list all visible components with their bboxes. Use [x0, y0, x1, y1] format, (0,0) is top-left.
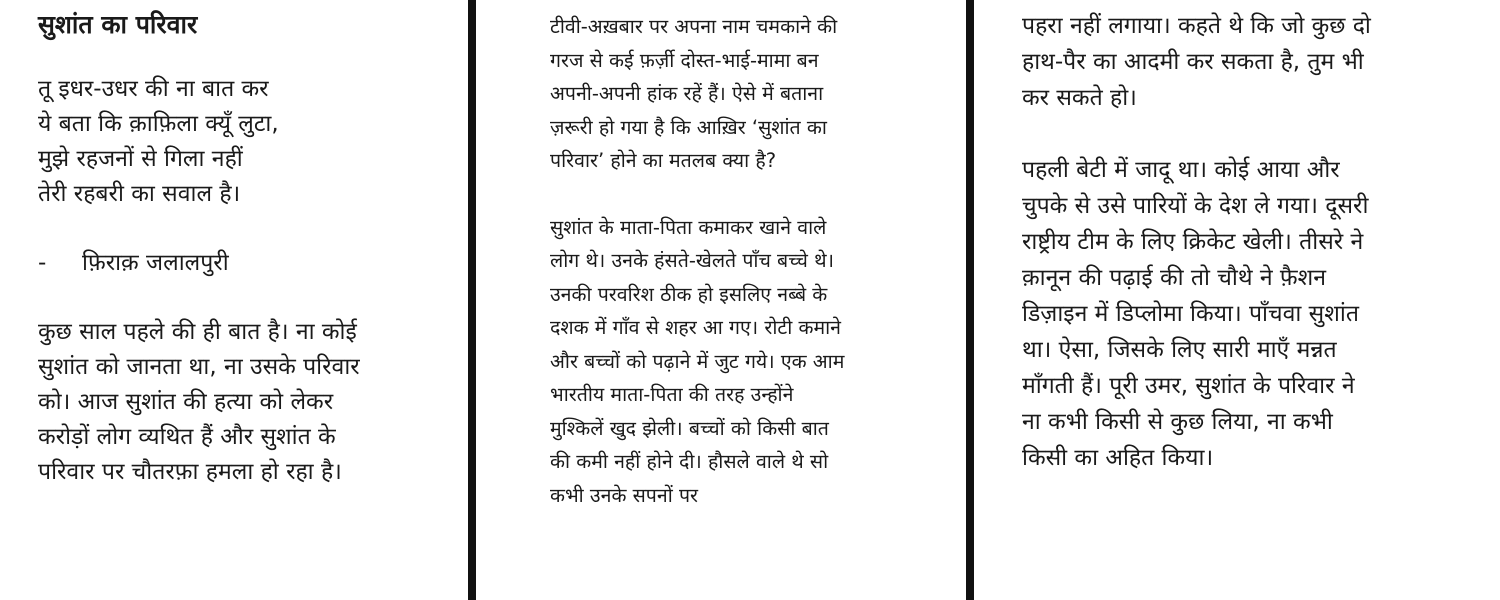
- paragraph: [38, 315, 468, 490]
- text-line: सुशांत के माता-पिता कमाकर खाने वाले: [550, 215, 827, 239]
- text-line: और बच्चों को पढ़ाने में जुट गये। एक आम: [550, 349, 845, 373]
- text-line: कर सकते हो।: [1022, 85, 1137, 111]
- text-line: को। आज सुशांत की हत्या को लेकर: [38, 389, 334, 415]
- column-2: [476, 0, 966, 600]
- text-line: पहली बेटी में जादू था। कोई आया और: [1022, 157, 1340, 183]
- poem-line: तू इधर-उधर की ना बात कर: [38, 76, 269, 102]
- paragraph: [550, 10, 966, 178]
- text-line: परिवार’ होने का मतलब क्या है?: [550, 149, 777, 172]
- text-line: कभी उनके सपनों पर: [550, 483, 698, 507]
- text-line: डिज़ाइन में डिप्लोमा किया। पाँचवा सुशांत: [1022, 301, 1359, 327]
- text-line: भारतीय माता-पिता की तरह उन्होंने: [550, 383, 794, 406]
- attribution-name: फ़िराक़ जलालपुरी: [82, 250, 229, 276]
- text-line: माँगती हैं। पूरी उमर, सुशांत के परिवार ने: [1022, 373, 1355, 399]
- text-line: कुछ साल पहले की ही बात है। ना कोई: [38, 319, 357, 345]
- text-line: टीवी-अख़बार पर अपना नाम चमकाने की: [550, 15, 838, 38]
- text-line: क़ानून की पढ़ाई की तो चौथे ने फ़ैशन: [1022, 265, 1327, 291]
- paragraph: [550, 211, 966, 513]
- text-line: की कमी नहीं होने दी। हौसले वाले थे सो: [550, 450, 829, 473]
- paragraph: [1022, 152, 1500, 476]
- text-line: उनकी परवरिश ठीक हो इसलिए नब्बे के: [550, 282, 828, 306]
- column-divider: [966, 0, 974, 600]
- text-line: सुशांत को जानता था, ना उसके परिवार: [38, 354, 360, 380]
- text-line: दशक में गाँव से शहर आ गए। रोटी कमाने: [550, 316, 841, 339]
- article-title: सुशांत का परिवार: [38, 10, 198, 39]
- column-1: [0, 0, 468, 600]
- paragraph: [1022, 8, 1500, 116]
- text-line: ना कभी किसी से कुछ लिया, ना कभी: [1022, 409, 1333, 435]
- text-line: मुश्किलें खुद झेली। बच्चों को किसी बात: [550, 416, 829, 440]
- text-line: परिवार पर चौतरफ़ा हमला हो रहा है।: [38, 459, 342, 485]
- text-line: गरज से कई फ़र्ज़ी दोस्त-भाई-मामा बन: [550, 48, 819, 72]
- attribution-dash: -: [38, 250, 47, 276]
- text-line: हाथ-पैर का आदमी कर सकता है, तुम भी: [1022, 49, 1364, 75]
- poem-block: [38, 72, 468, 212]
- text-line: अपनी-अपनी हांक रहें हैं। ऐसे में बताना: [550, 82, 824, 105]
- poem-line: तेरी रहबरी का सवाल है।: [38, 181, 241, 207]
- text-line: करोड़ों लोग व्यथित हैं और सुशांत के: [38, 424, 336, 450]
- text-line: था। ऐसा, जिसके लिए सारी माएँ मन्नत: [1022, 337, 1337, 363]
- text-line: लोग थे। उनके हंसते-खेलते पाँच बच्चे थे।: [550, 249, 834, 272]
- text-line: राष्ट्रीय टीम के लिए क्रिकेट खेली। तीसरे ने: [1022, 229, 1364, 255]
- column-3: [974, 0, 1500, 600]
- column-divider: [468, 0, 476, 600]
- text-line: पहरा नहीं लगाया। कहते थे कि जो कुछ दो: [1022, 13, 1371, 39]
- text-line: ज़रूरी हो गया है कि आख़िर ‘सुशांत का: [550, 115, 827, 139]
- text-line: किसी का अहित किया।: [1022, 445, 1214, 471]
- poem-attribution: [38, 246, 468, 281]
- poem-line: मुझे रहजनों से गिला नहीं: [38, 146, 243, 172]
- text-line: चुपके से उसे पारियों के देश ले गया। दूसरी: [1022, 193, 1369, 219]
- poem-line: ये बता कि क़ाफ़िला क्यूँ लुटा,: [38, 111, 279, 137]
